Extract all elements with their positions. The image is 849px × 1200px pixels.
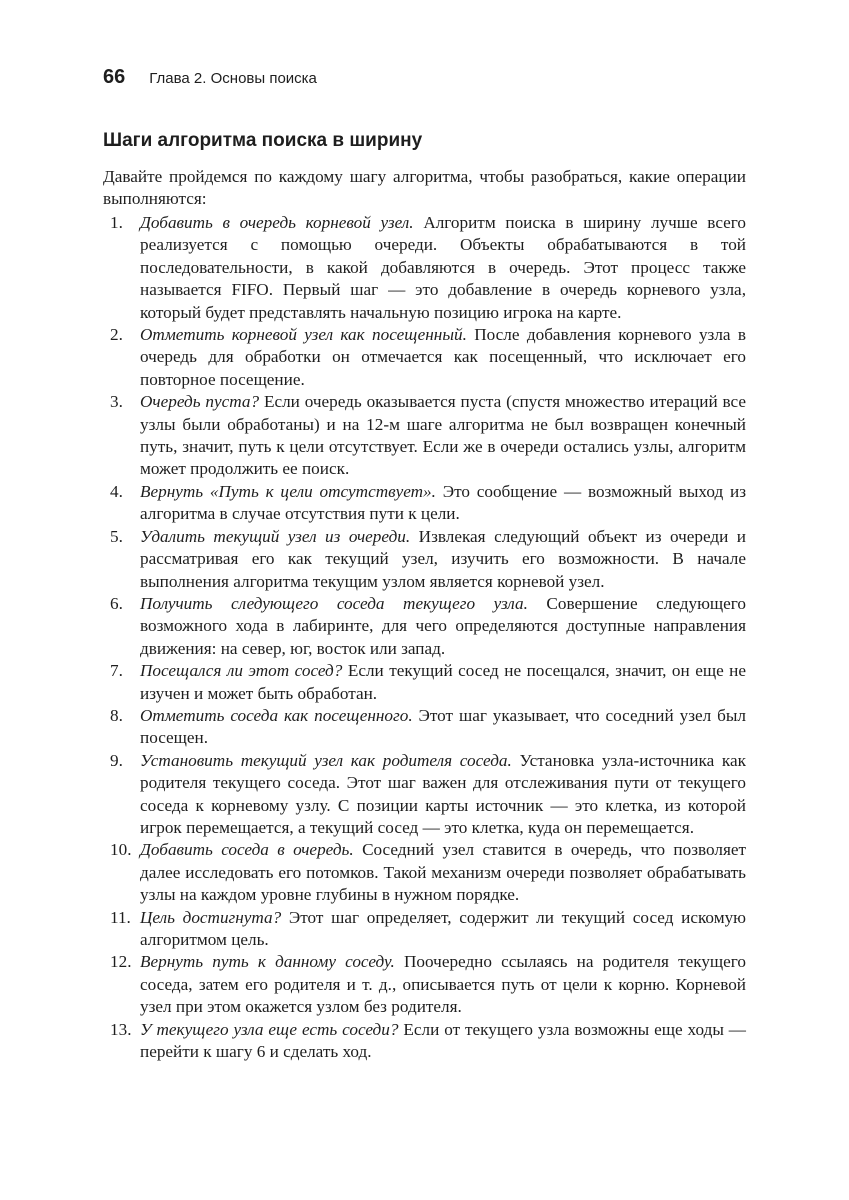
step-title: Цель достигнута? (140, 907, 282, 927)
step-number: 7. (110, 661, 123, 681)
step-title: Получить следующего соседа текущего узла. (140, 593, 528, 613)
step-title: Добавить в очередь корневой узел. (140, 213, 414, 232)
step-number: 3. (110, 392, 123, 412)
list-item (103, 593, 746, 660)
step-number: 6. (110, 593, 123, 613)
step-number: 8. (110, 705, 123, 725)
step-number: 11. (110, 907, 131, 927)
list-item (103, 660, 746, 705)
step-title: Очередь пуста? (140, 392, 260, 412)
list-item (103, 526, 746, 593)
step-text: Это сообщение — возможный выход из алгоритма в случае отсутствия пути к цели. (140, 481, 746, 524)
step-text: Если очередь оказывается пуста (спустя множество итераций все узлы были обработаны) и на 12-м шаге алгоритма не был возвращен конечный путь, значит, путь к цели отсутствует. Если же в очереди остались узлы, алгоритм может продолжить ее поиск. (140, 392, 747, 479)
step-number: 5. (110, 526, 123, 546)
step-title: Удалить текущий узел из очереди. (140, 526, 411, 546)
step-title: Посещался ли этот сосед? (140, 661, 343, 681)
step-text: Извлекая следующий объект из очереди и рассматривая его как текущий узел, изучить его возможности. В начале выполнения алгоритма текущим узлом является корневой узел. (140, 526, 746, 591)
step-title: Вернуть путь к данному соседу. (140, 952, 395, 972)
list-item (103, 705, 746, 750)
step-text: Установка узла-источника как родителя текущего соседа. Этот шаг важен для отслеживания пути от текущего соседа к корневому узлу. С позиции карты источник — это клетка, из которой игрок перемещается, а текущий сосед — это клетка, куда он перемещается. (140, 750, 746, 837)
step-number: 13. (110, 1019, 132, 1039)
step-text: Соседний узел ставится в очередь, что позволяет далее исследовать его потомков. Такой механизм очереди позволяет обрабатывать узлы на каждом уровне глубины в нужном порядке. (140, 840, 746, 905)
list-item (103, 750, 746, 840)
step-title: У текущего узла еще есть соседи? (140, 1019, 399, 1039)
list-item (103, 481, 746, 526)
step-number: 10. (110, 840, 132, 860)
step-text: Если от текущего узла возможны еще ходы — перейти к шагу 6 и сделать ход. (140, 1019, 746, 1062)
intro-paragraph: Давайте пройдемся по каждому шагу алгоритма, чтобы разобраться, какие операции выполняются: (103, 167, 746, 209)
step-number: 12. (110, 952, 132, 972)
step-title: Вернуть «Путь к цели отсутствует». (140, 481, 436, 501)
steps-list (103, 212, 746, 1063)
step-number: 1. (110, 213, 123, 232)
step-text: Если текущий сосед не посещался, значит, он еще не изучен и может быть обработан. (140, 661, 747, 703)
step-text: После добавления корневого узла в очередь для обработки он отмечается как посещенный, что исключает его повторное посещение. (140, 325, 747, 389)
running-head: Глава 2. Основы поиска (149, 70, 317, 87)
step-title: Отметить соседа как посещенного. (140, 705, 413, 725)
list-item (103, 212, 746, 324)
step-text: Этот шаг определяет, содержит ли текущий сосед искомую алгоритмом цель. (140, 907, 747, 949)
step-number: 2. (110, 325, 123, 345)
step-text: Алгоритм поиска в ширину лучше всего реализуется с помощью очереди. Объекты обрабатываются в той последовательности, в какой добавляются в очередь. Этот процесс также называется FIFO. Первый шаг — это добавление в очередь корневого узла, который будет представлять начальную позицию игрока на карте. (140, 213, 747, 322)
step-title: Добавить соседа в очередь. (140, 840, 354, 860)
list-item (103, 907, 746, 952)
step-title: Отметить корневой узел как посещенный. (140, 325, 467, 345)
step-text: Совершение следующего возможного хода в лабиринте, для чего определяются доступные направления движения: на север, юг, восток или запад. (140, 593, 746, 658)
step-number: 4. (110, 481, 123, 501)
list-item (103, 839, 746, 906)
step-number: 9. (110, 750, 123, 770)
list-item (103, 951, 746, 1018)
list-item (103, 1019, 746, 1064)
list-item (103, 324, 746, 391)
page-header (103, 66, 317, 89)
step-text: Этот шаг указывает, что соседний узел был посещен. (140, 705, 747, 748)
section-title: Шаги алгоритма поиска в ширину (103, 130, 423, 151)
page-number: 66 (103, 66, 126, 88)
step-title: Установить текущий узел как родителя соседа. (140, 750, 512, 770)
list-item (103, 391, 746, 481)
step-text: Поочередно ссылаясь на родителя текущего соседа, затем его родителя и т. д., описывается путь от цели к корню. Корневой узел при этом окажется узлом без родителя. (140, 952, 746, 1017)
